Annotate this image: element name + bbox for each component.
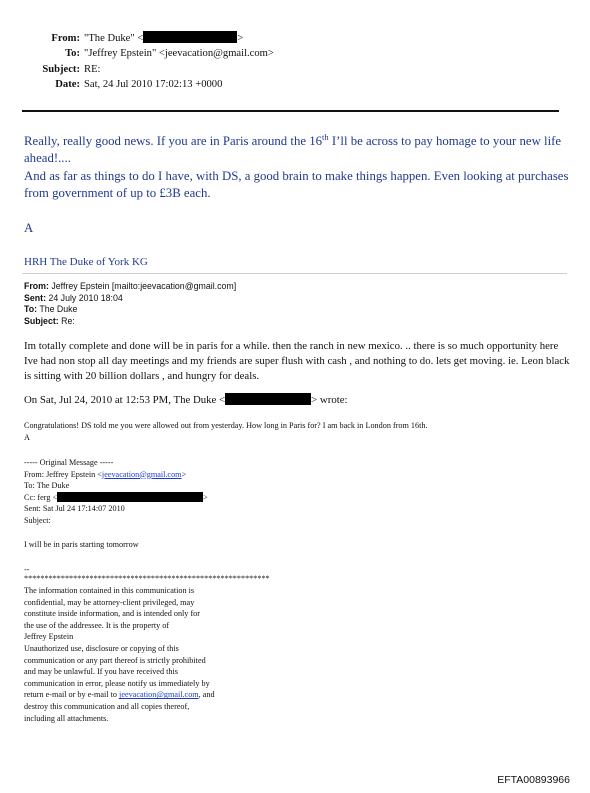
disclaimer-line: The information contained in this communication is [24,586,195,595]
to-value: "Jeffrey Epstein" <jeevacation@gmail.com> [84,48,274,60]
redaction-bar [57,492,203,502]
date-label: Date: [55,78,80,90]
quoted-subject-value: Re: [58,315,75,326]
attribution-end: > wrote: [311,394,348,406]
header-divider [22,110,559,112]
congrats-sign: A [24,432,30,442]
disclaimer-line: communication or any part thereof is strictly prohibited [24,655,206,665]
disclaimer [24,585,284,724]
from-value: "The Duke" < [84,33,144,44]
disclaimer-email-link[interactable]: jeevacation@gmail.com [119,690,199,700]
quoted-from-value: Jeffrey Epstein [mailto:jeevacation@gmail.com] [48,281,237,291]
disclaimer-return-line [24,689,284,701]
header-from-row [18,31,274,46]
document-id: EFTA00893966 [497,774,570,786]
message-line-1 [24,133,569,168]
quoted-to-value: The Duke [37,304,78,315]
email-header [18,31,274,92]
paris-line: I will be in paris starting tomorrow [24,540,139,549]
reply-text: Im totally complete and done will be in paris for a while. then the ranch in new mexico. .. there is so much opportunity here Ive had non stop all day meetings and my friends are super flush with cash , and nothing to do. lets get moving. ie. Leon black is sitting with 20 billion dollars , and hungry for deals. [24,340,570,383]
reply-attribution [24,393,348,407]
message-line-1-start: Really, really good news. If you are in Paris around the 16 [24,134,323,148]
quoted-from-row [24,281,236,293]
quoted-to-label: To: [24,304,38,315]
date-value: Sat, 24 Jul 2010 17:02:13 +0000 [84,78,223,90]
message-body [24,133,569,271]
message-signature: HRH The Duke of York KG [24,256,148,269]
disclaimer-return-suffix: , and [198,690,215,700]
quoted-to-row [24,304,236,316]
quoted-sent-row [24,293,236,305]
message-line-2: And as far as things to do I have, with DS, a good brain to make things happen. Even looking at purchases from government of up to £3B each. [24,168,569,201]
original-message-heading: ----- Original Message ----- [24,458,114,467]
disclaimer-line: Jeffrey Epstein [24,632,74,642]
original-from-email-link[interactable]: jeevacation@gmail.com [101,469,182,479]
disclaimer-line: constitute inside information, and is intended only for [24,609,200,619]
original-cc-suffix: > [203,492,208,502]
subject-value: RE: [84,63,101,75]
to-label: To: [65,48,80,60]
original-from-suffix: > [181,469,187,479]
quoted-sent-label: Sent: [24,292,46,303]
congrats-text: Congratulations! DS told me you were allowed out from yesterday. How long in Paris for? I am back in London from 16th. [24,421,428,430]
quoted-sent-value: 24 July 2010 18:04 [46,292,123,303]
superscript-th: th [322,132,329,142]
asterisk-separator: ************************************************************ [24,574,270,583]
message-sign-off: A [24,220,34,235]
original-from-row [24,469,208,481]
quoted-subject-label: Subject: [24,315,59,326]
from-close: > [237,33,244,44]
subject-label: Subject: [42,63,80,75]
quoted-from-label: From: [24,281,49,291]
disclaimer-return-prefix: return e-mail or by e-mail to [24,690,120,700]
disclaimer-line: communication in error, please notify us immediately by [24,678,210,688]
original-sent-row: Sent: Sat Jul 24 17:14:07 2010 [24,504,125,513]
header-subject-row [18,62,274,77]
congrats-message [24,420,574,443]
quote-divider [22,273,567,274]
quoted-subject-row [24,316,236,328]
disclaimer-line: and may be unlawful. If you have received this [24,667,178,677]
disclaimer-line: including all attachments. [24,713,109,723]
redaction-bar [225,393,311,405]
quoted-header [24,281,236,327]
original-to-row: To: The Duke [24,481,70,490]
original-cc-row [24,492,208,504]
original-message-header [24,457,208,526]
original-cc-prefix: Cc: ferg < [24,492,58,502]
attribution-start: On Sat, Jul 24, 2010 at 12:53 PM, The Duke < [24,394,226,406]
disclaimer-line: destroy this communication and all copies thereof, [24,701,190,711]
disclaimer-line: confidential, may be attorney-client privileged, may [24,597,195,607]
redaction-bar [143,31,237,43]
disclaimer-line: Unauthorized use, disclosure or copying of this [24,643,179,653]
original-from-prefix: From: Jeffrey Epstein < [24,469,102,479]
disclaimer-line: the use of the addressee. It is the property of [24,620,170,630]
signature-dash: -- [24,565,30,574]
header-to-row [18,46,274,61]
header-date-row [18,77,274,92]
original-subject-row: Subject: [24,515,51,525]
from-label: From: [51,33,80,44]
message-line-1-end: I’ll be across to pay homage to your new life ahead!.... [24,134,562,166]
